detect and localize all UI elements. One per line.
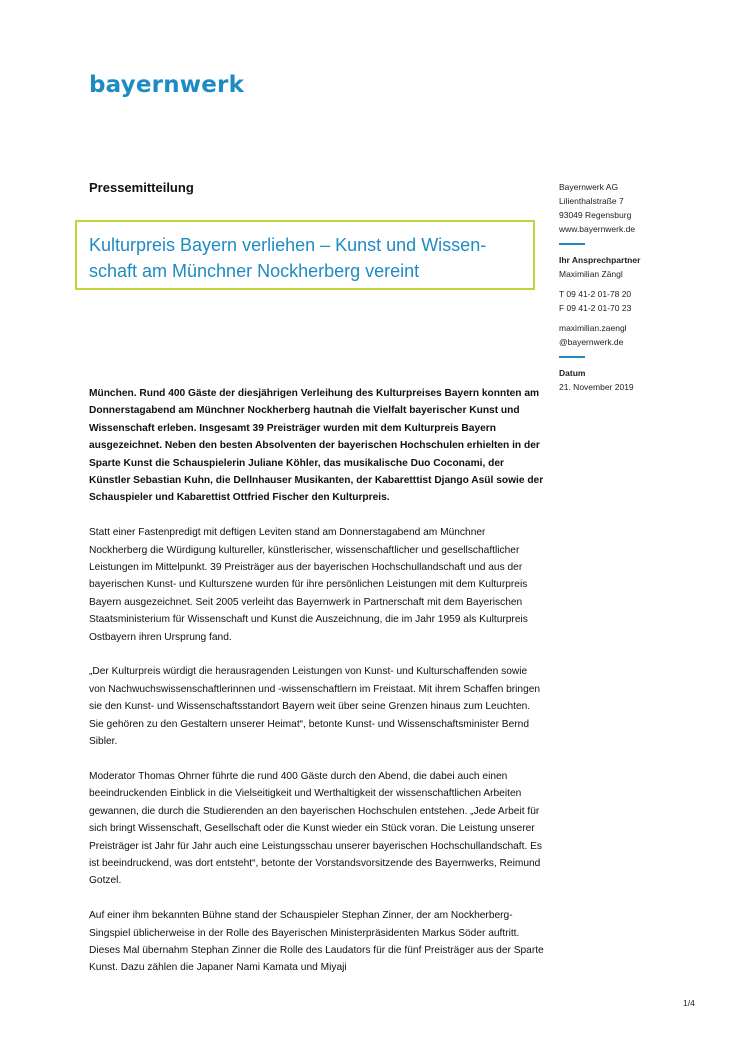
company-street: Lilienthalstraße 7 — [559, 196, 624, 206]
document-type: Pressemitteilung — [89, 180, 194, 195]
contact-email-line1[interactable]: maximilian.zaengl — [559, 323, 627, 333]
company-city: 93049 Regensburg — [559, 210, 632, 220]
contact-email-line2[interactable]: @bayernwerk.de — [559, 337, 624, 347]
headline-box — [75, 220, 535, 290]
body-paragraph: „Der Kulturpreis würdigt die herausragenden Leistungen von Kunst- und Kulturschaffenden sowie von Nachwuchswissenschaftlerinnen und -wissenschaftlern im Freistaat. Mit ihrem Schaffen bringen sie den Kunst- und Wissenschaftsstandort Bayern weit über seine Grenzen hinaus zum Leuchten. Sie gehören zu den Gestaltern unserer Heimat“, betonte Kunst- und Wissenschaftsminister Bernd Sibler. — [89, 666, 541, 748]
headline: Kulturpreis Bayern verliehen – Kunst und Wissenschaft am Münchner Nockherberg vereint — [89, 235, 487, 281]
date-label: Datum — [559, 368, 586, 378]
company-website[interactable]: www.bayernwerk.de — [559, 224, 636, 234]
divider — [559, 356, 585, 358]
sender-sidebar — [559, 180, 709, 394]
date-value: 21. November 2019 — [559, 382, 634, 392]
contact-fax: F 09 41-2 01-70 23 — [559, 303, 632, 313]
press-release-body — [89, 385, 544, 994]
page-number: 1/4 — [683, 998, 695, 1008]
contact-label: Ihr Ansprechpartner — [559, 255, 641, 265]
company-name: Bayernwerk AG — [559, 182, 619, 192]
divider — [559, 243, 585, 245]
lead-paragraph: München. Rund 400 Gäste der diesjährigen Verleihung des Kulturpreises Bayern konnten am Donnerstagabend am Münchner Nockherberg hautnah die Vielfalt bayerischer Kunst und Wissenschaft erleben. Insgesamt 39 Preisträger wurden mit dem Kulturpreis Bayern ausgezeichnet. Neben den besten Absolventen der bayerischen Hochschulen erhielten in der Sparte Kunst die Schauspielerin Juliane Köhler, das musikalische Duo Coconami, der Künstler Sebastian Kuhn, die Dellnhauser Musikanten, der Kabaretttist Django Asül sowie der Schauspieler und Kabarettist Ottfried Fischer den Kulturpreis. — [89, 388, 544, 504]
contact-name: Maximilian Zängl — [559, 269, 623, 279]
body-paragraph: Auf einer ihm bekannten Bühne stand der Schauspieler Stephan Zinner, der am Nockherberg-Singspiel üblicherweise in der Rolle des Bayerischen Ministerpräsidenten Markus Söder auftritt. Dieses Mal übernahm Stephan Zinner die Rolle des Laudators für die fünf Preisträger aus der Sparte Kunst. Dazu zählen die Japaner Nami Kamata und Miyaji — [89, 910, 544, 974]
contact-phone: T 09 41-2 01-78 20 — [559, 289, 632, 299]
bayernwerk-logo: bayernwerk — [89, 72, 245, 98]
body-paragraph: Moderator Thomas Ohrner führte die rund 400 Gäste durch den Abend, die dabei auch einen beeindruckenden Einblick in die Vielseitigkeit und Werthaltigkeit der wissenschaftlichen Arbeiten gewannen, die durch die Studierenden an den bayerischen Hochschulen entstehen. „Jede Arbeit für sich bringt Wissenschaft, Gesellschaft oder die Kunst wieder ein Stück voran. Die Leistung unserer Preisträger ist Jahr für Jahr auch eine Leistungsschau unserer bayerischen Hochschullandschaft. Es ist beeindruckend, was dort entsteht“, betonte der Vorstandsvorsitzende des Bayernwerks, Reimund Gotzel. — [89, 770, 543, 887]
body-paragraph: Statt einer Fastenpredigt mit deftigen Leviten stand am Donnerstagabend am Münchner Nockherberg die Würdigung kultureller, künstlerischer, wissenschaftlicher und gesellschaftlicher Leistungen im Mittelpunkt. 39 Preisträger aus der bayerischen Hochschullandschaft und aus der bayerischen Kunst- und Kulturszene wurden für ihre persönlichen Leistungen mit dem Kulturpreis Bayern ausgezeichnet. Seit 2005 verleiht das Bayernwerk in Partnerschaft mit dem Bayerischen Staatsministerium für Wissenschaft und Kunst die Auszeichnung, die im Jahr 1959 als Kulturpreis Ostbayern ihren Ursprung fand. — [89, 527, 528, 643]
